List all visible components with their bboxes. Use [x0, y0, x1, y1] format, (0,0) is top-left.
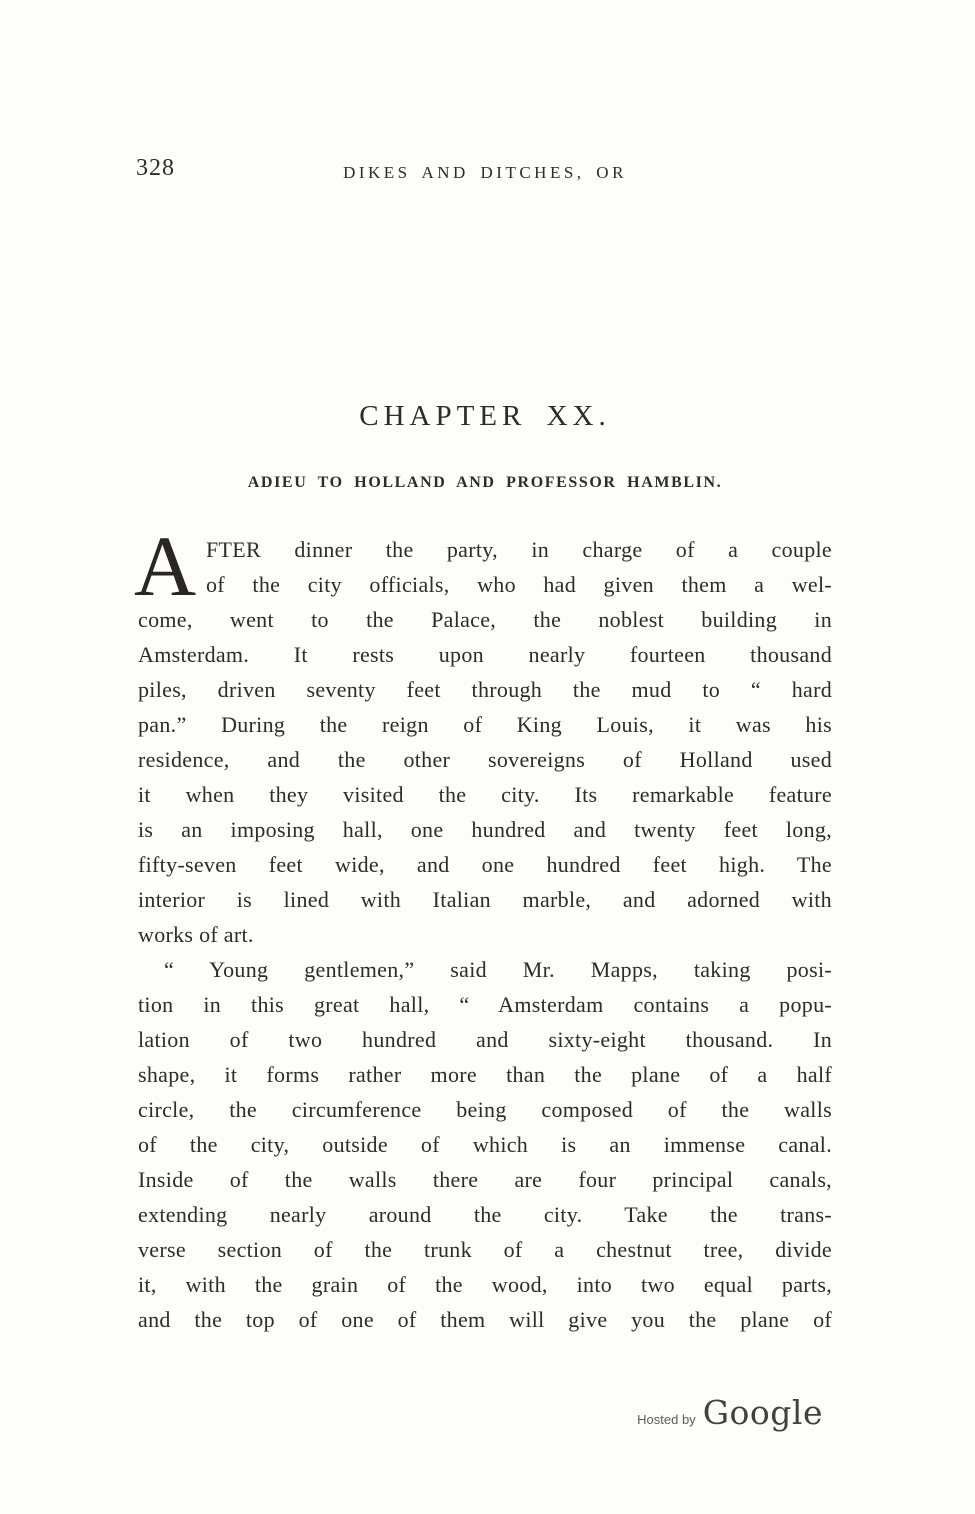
paragraph-2	[138, 952, 832, 1337]
text-line: tion in this great hall, “ Amsterdam contains a popu-	[138, 992, 832, 1017]
text-line: verse section of the trunk of a chestnut tree, divide	[138, 1237, 832, 1262]
text-line: shape, it forms rather more than the plane of a half	[138, 1062, 832, 1087]
text-line: lation of two hundred and sixty-eight thousand. In	[138, 1027, 832, 1052]
google-logo: Google	[702, 1393, 823, 1432]
section-title: ADIEU TO HOLLAND AND PROFESSOR HAMBLIN.	[247, 474, 723, 491]
text-line: and the top of one of them will give you the plane of	[138, 1307, 832, 1332]
text-line: FTER dinner the party, in charge of a couple	[206, 537, 832, 562]
text-line: piles, driven seventy feet through the mud to “ hard	[138, 677, 832, 702]
text-line: circle, the circumference being composed of the walls	[138, 1097, 832, 1122]
text-line: fifty-seven feet wide, and one hundred feet high. The	[138, 852, 832, 877]
text-line: is an imposing hall, one hundred and twenty feet long,	[138, 817, 832, 842]
text-line: works of art.	[138, 922, 254, 947]
text-line: Amsterdam. It rests upon nearly fourteen thousand	[138, 642, 832, 667]
chapter-title: CHAPTER XX.	[359, 400, 611, 432]
text-line: of the city, outside of which is an immense canal.	[138, 1132, 832, 1157]
dropcap-letter: A	[134, 518, 197, 614]
paragraph-1	[134, 518, 832, 952]
body-text	[134, 518, 832, 1337]
hosted-by-google-watermark	[637, 1393, 823, 1432]
text-line: pan.” During the reign of King Louis, it was his	[138, 712, 832, 737]
running-header: DIKES AND DITCHES, OR	[343, 163, 627, 182]
text-line: Inside of the walls there are four principal canals,	[138, 1167, 832, 1192]
text-line: it, with the grain of the wood, into two equal parts,	[138, 1272, 832, 1297]
text-line: it when they visited the city. Its remarkable feature	[138, 782, 832, 807]
page-number: 328	[136, 155, 175, 181]
text-line: come, went to the Palace, the noblest building in	[138, 607, 832, 632]
text-line: residence, and the other sovereigns of Holland used	[138, 747, 832, 772]
text-line: of the city officials, who had given them a wel-	[206, 572, 832, 597]
text-line: “ Young gentlemen,” said Mr. Mapps, taking posi-	[164, 957, 832, 982]
text-line: interior is lined with Italian marble, and adorned with	[138, 887, 832, 912]
text-line: extending nearly around the city. Take the trans-	[138, 1202, 832, 1227]
hosted-by-label: Hosted by	[637, 1412, 696, 1427]
